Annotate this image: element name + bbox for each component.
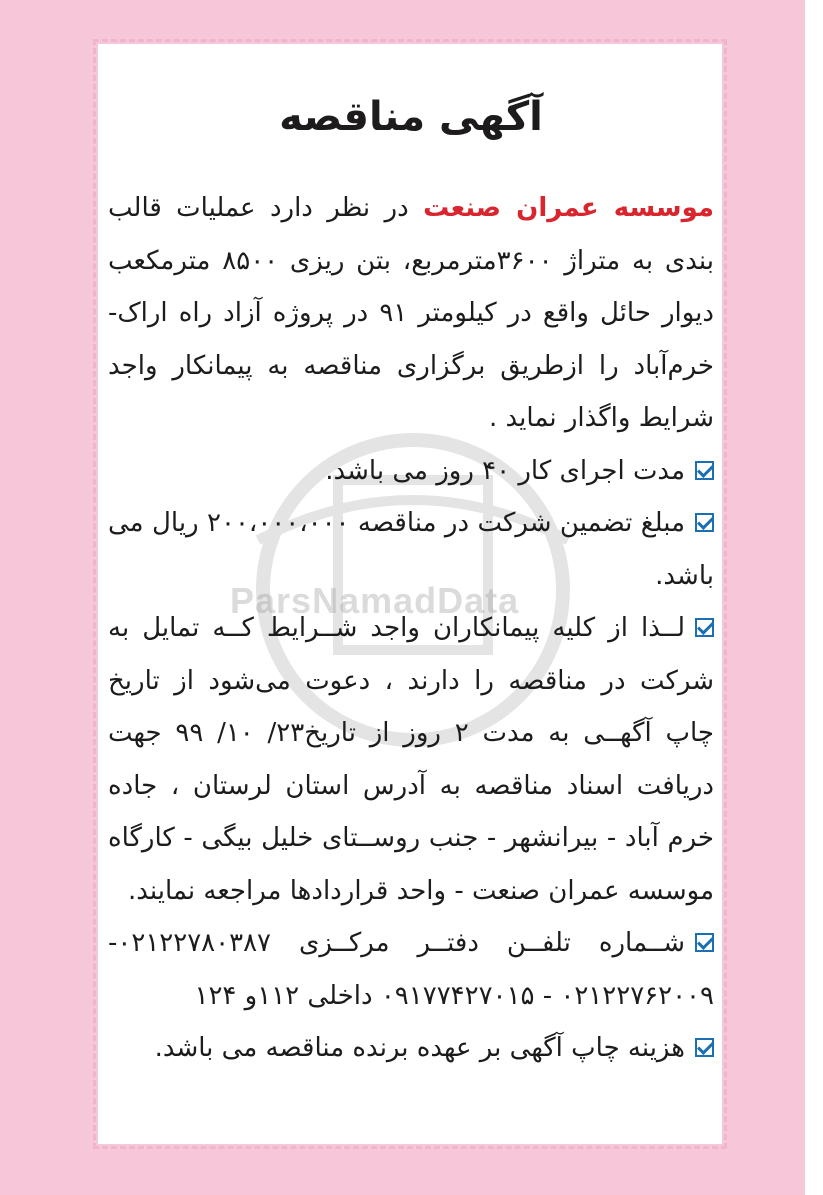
intro-paragraph [108,182,714,445]
company-name: موسسه عمران صنعت [423,193,714,223]
list-item-text: هزینه چاپ آگهی بر عهده برنده مناقصه می باشد. [154,1033,685,1063]
notice-title: آگهی مناقصه [279,94,543,140]
list-item [108,1022,714,1075]
list-item-text: لــذا از کلیه پیمانکاران واجد شــرایط کــه تمایل به شرکت در مناقصه را دارند ، دعوت می‌شود از تاریخ چاپ آگهــی به مدت ۲ روز از تاریخ۲۳/ ۱۰/ ۹۹ جهت دریافت اسناد مناقصه به آدرس استان لرستان ، جاده خرم آباد - بیرانشهر - جنب روســتای خلیل بیگی - کارگاه موسسه عمران صنعت - واحد قراردادها مراجعه نمایند. [108,613,714,906]
list-item [108,497,714,602]
checkbox-icon [695,618,714,637]
page-edge-strip [805,0,823,1195]
checkbox-icon [695,933,714,952]
checkbox-icon [695,1038,714,1057]
checkbox-icon [695,513,714,532]
list-item-text: مدت اجرای کار ۴۰ روز می باشد. [325,455,685,486]
list-item-text: شــماره تلفــن دفتــر مرکــزی ۰۲۱۲۲۷۸۰۳۸۷- ۰۲۱۲۲۷۶۲۰۰۹ - ۰۹۱۷۷۴۲۷۰۱۵ داخلی ۱۱۲و ۱۲۴ [108,928,714,1011]
list-item-text: مبلغ تضمین شرکت در مناقصه ۲۰۰،۰۰۰،۰۰۰ ریال می باشد. [108,508,714,591]
checkbox-icon [695,461,714,480]
list-item [108,602,714,917]
intro-text: در نظر دارد عملیات قالب بندی به متراژ ۳۶۰۰مترمربع، بتن ریزی ۸۵۰۰ مترمکعب دیوار حائل واقع در کیلومتر ۹۱ در پروژه آزاد راه اراک- خرم‌آباد را ازطریق برگزاری مناقصه به پیمانکار واجد شرایط واگذار نماید . [108,193,715,433]
watermark-text: ParsNamadData [230,580,520,621]
list-item [108,445,714,498]
notice-card [98,44,722,1144]
list-item [108,917,714,1022]
